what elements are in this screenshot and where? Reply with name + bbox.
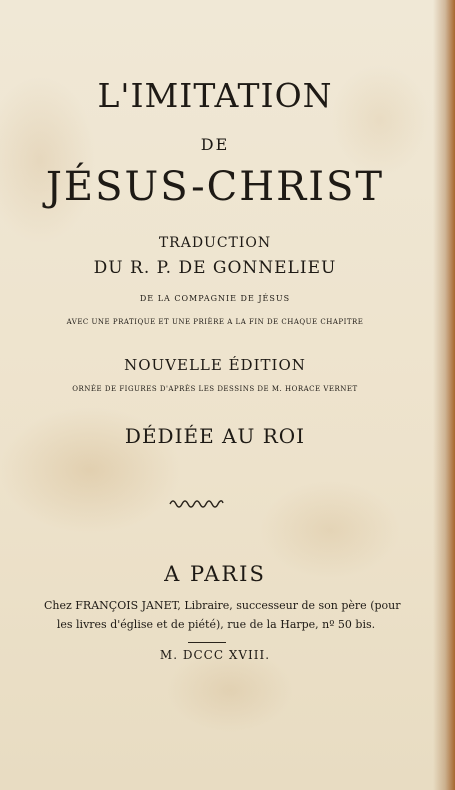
translation-label: TRADUCTION — [158, 235, 272, 251]
imprint-publisher-line-2: les livres d'église et de piété), rue de la Harpe, nº 50 bis. — [56, 618, 376, 631]
ornament-divider-icon — [168, 498, 224, 508]
translator-company: DE LA COMPAGNIE DE JÉSUS — [139, 294, 291, 303]
title-line-de: DE — [200, 135, 230, 154]
illustration-note: ORNÉE DE FIGURES D'APRÈS LES DESSINS DE M. HORACE VERNET — [72, 385, 358, 393]
imprint-rule — [188, 642, 226, 643]
imprint-city: A PARIS — [164, 562, 266, 586]
imprint-publisher — [44, 596, 401, 634]
title-line-imitation: L'IMITATION — [97, 76, 333, 115]
title-line-jesus-christ: JÉSUS-CHRIST — [45, 164, 385, 210]
edition-label: NOUVELLE ÉDITION — [124, 356, 306, 374]
practice-note: AVEC UNE PRATIQUE ET UNE PRIÈRE A LA FIN DE CHAQUE CHAPITRE — [66, 318, 364, 326]
imprint-year: M. DCCC XVIII. — [159, 648, 271, 662]
imprint-publisher-line-1: Chez FRANÇOIS JANET, Libraire, successeur de son père (pour — [44, 599, 401, 612]
page-edge — [433, 0, 455, 790]
translator-name: DU R. P. DE GONNELIEU — [93, 258, 337, 278]
dedication: DÉDIÉE AU ROI — [124, 424, 306, 448]
